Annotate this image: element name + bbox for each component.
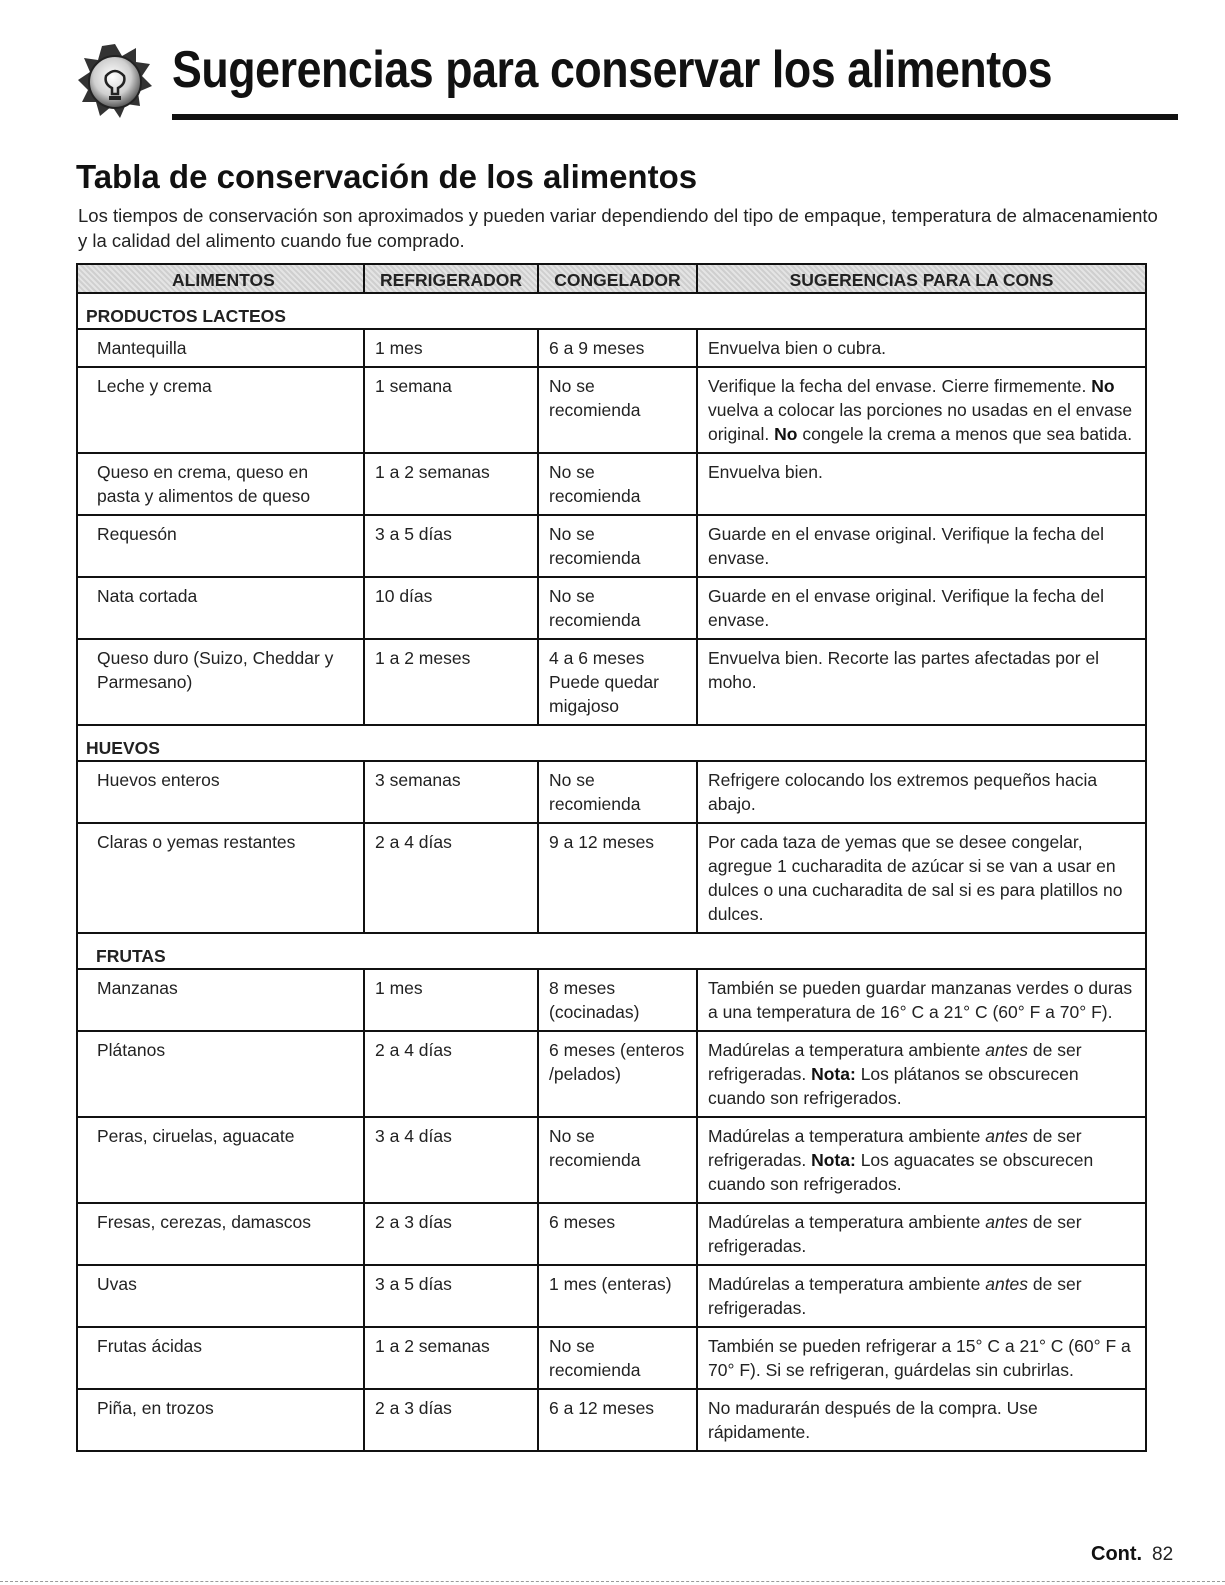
table-header-row [77,264,1146,293]
fridge-time: 10 días [364,577,538,639]
table-row [77,367,1146,453]
fridge-time: 3 semanas [364,761,538,823]
freezer-time: No se recomienda [538,577,697,639]
food-name: Queso en crema, queso en pasta y alimentos de queso [77,453,364,515]
page-title: Sugerencias para conservar los alimentos [172,41,1053,99]
freezer-time: No se recomienda [538,1117,697,1203]
freezer-time: No se recomienda [538,761,697,823]
food-name: Leche y crema [77,367,364,453]
freezer-time: 8 meses (cocinadas) [538,969,697,1031]
storage-tip: Verifique la fecha del envase. Cierre firmemente. No vuelva a colocar las porciones no usadas en el envase original. No congele la crema a menos que sea batida. [697,367,1146,453]
fridge-time: 1 mes [364,329,538,367]
table-row [77,329,1146,367]
fridge-time: 2 a 4 días [364,1031,538,1117]
storage-tip: Refrigere colocando los extremos pequeños hacia abajo. [697,761,1146,823]
fridge-time: 2 a 3 días [364,1203,538,1265]
table-row [77,515,1146,577]
table-row [77,761,1146,823]
table-row [77,1203,1146,1265]
food-name: Uvas [77,1265,364,1327]
food-name: Frutas ácidas [77,1327,364,1389]
food-name: Fresas, cerezas, damascos [77,1203,364,1265]
storage-tip: También se pueden guardar manzanas verdes o duras a una temperatura de 16° C a 21° C (60° F a 70° F). [697,969,1146,1031]
storage-tip: Guarde en el envase original. Verifique la fecha del envase. [697,577,1146,639]
page-header [76,40,1096,122]
storage-tip: También se pueden refrigerar a 15° C a 21° C (60° F a 70° F). Si se refrigeran, guárdelas sin cubrirlas. [697,1327,1146,1389]
fridge-time: 1 semana [364,367,538,453]
food-name: Claras o yemas restantes [77,823,364,933]
section-title: Tabla de conservación de los alimentos [76,158,698,195]
intro-paragraph: Los tiempos de conservación son aproximados y pueden variar dependiendo del tipo de empaque, temperatura de almacenamiento y la calidad del alimento cuando fue comprado. [78,205,1158,251]
page-number: 82 [1152,1544,1174,1565]
freezer-time: 1 mes (enteras) [538,1265,697,1327]
column-header-sugerencias: SUGERENCIAS PARA LA CONS [697,264,1146,293]
freezer-time: No se recomienda [538,367,697,453]
food-name: Piña, en trozos [77,1389,364,1451]
fridge-time: 3 a 5 días [364,515,538,577]
freezer-time: No se recomienda [538,515,697,577]
fridge-time: 1 a 2 semanas [364,453,538,515]
food-name: Nata cortada [77,577,364,639]
freezer-time: 4 a 6 meses Puede quedar migajoso [538,639,697,725]
fridge-time: 1 a 2 semanas [364,1327,538,1389]
food-name: Plátanos [77,1031,364,1117]
freezer-time: 6 meses [538,1203,697,1265]
food-name: Peras, ciruelas, aguacate [77,1117,364,1203]
freezer-time: 6 a 12 meses [538,1389,697,1451]
freezer-time: 6 a 9 meses [538,329,697,367]
table-row [77,823,1146,933]
table-row [77,1031,1146,1117]
storage-tip: Madúrelas a temperatura ambiente antes de ser refrigeradas. [697,1203,1146,1265]
food-name: Mantequilla [77,329,364,367]
table-row [77,453,1146,515]
table-row [77,1327,1146,1389]
category-row [77,293,1146,329]
fridge-time: 1 mes [364,969,538,1031]
storage-tip: Madúrelas a temperatura ambiente antes de ser refrigeradas. [697,1265,1146,1327]
freezer-time: No se recomienda [538,453,697,515]
fridge-time: 3 a 4 días [364,1117,538,1203]
category-row [77,725,1146,761]
storage-tip: Guarde en el envase original. Verifique la fecha del envase. [697,515,1146,577]
table-row [77,969,1146,1031]
category-label: PRODUCTOS LACTEOS [77,293,1146,329]
storage-tip: No madurarán después de la compra. Use rápidamente. [697,1389,1146,1451]
storage-tip: Madúrelas a temperatura ambiente antes de ser refrigeradas. Nota: Los plátanos se obscurecen cuando son refrigerados. [697,1031,1146,1117]
fridge-time: 3 a 5 días [364,1265,538,1327]
page-bottom-edge [0,1581,1225,1583]
bulb-tip-icon [76,42,154,122]
table-row [77,1265,1146,1327]
storage-tip: Envuelva bien. [697,453,1146,515]
freezer-time: 6 meses (enteros /pelados) [538,1031,697,1117]
column-header-congelador: CONGELADOR [538,264,697,293]
storage-tip: Envuelva bien o cubra. [697,329,1146,367]
table-row [77,1389,1146,1451]
table-row [77,577,1146,639]
food-name: Queso duro (Suizo, Cheddar y Parmesano) [77,639,364,725]
food-name: Manzanas [77,969,364,1031]
freezer-time: No se recomienda [538,1327,697,1389]
storage-tip: Madúrelas a temperatura ambiente antes de ser refrigeradas. Nota: Los aguacates se obscurecen cuando son refrigerados. [697,1117,1146,1203]
category-row [77,933,1146,969]
storage-tip: Envuelva bien. Recorte las partes afectadas por el moho. [697,639,1146,725]
food-storage-table [76,263,1147,1452]
column-header-refrigerador: REFRIGERADOR [364,264,538,293]
storage-tip: Por cada taza de yemas que se desee congelar, agregue 1 cucharadita de azúcar si se van a usar en dulces o una cucharadita de sal si es para platillos no dulces. [697,823,1146,933]
fridge-time: 2 a 4 días [364,823,538,933]
table-row [77,639,1146,725]
table-row [77,1117,1146,1203]
freezer-time: 9 a 12 meses [538,823,697,933]
category-label: HUEVOS [77,725,1146,761]
fridge-time: 1 a 2 meses [364,639,538,725]
category-label: FRUTAS [77,933,1146,969]
column-header-alimentos: ALIMENTOS [77,264,364,293]
continued-label: Cont. [1091,1543,1143,1565]
food-name: Requesón [77,515,364,577]
food-name: Huevos enteros [77,761,364,823]
fridge-time: 2 a 3 días [364,1389,538,1451]
title-underline [172,114,1178,120]
